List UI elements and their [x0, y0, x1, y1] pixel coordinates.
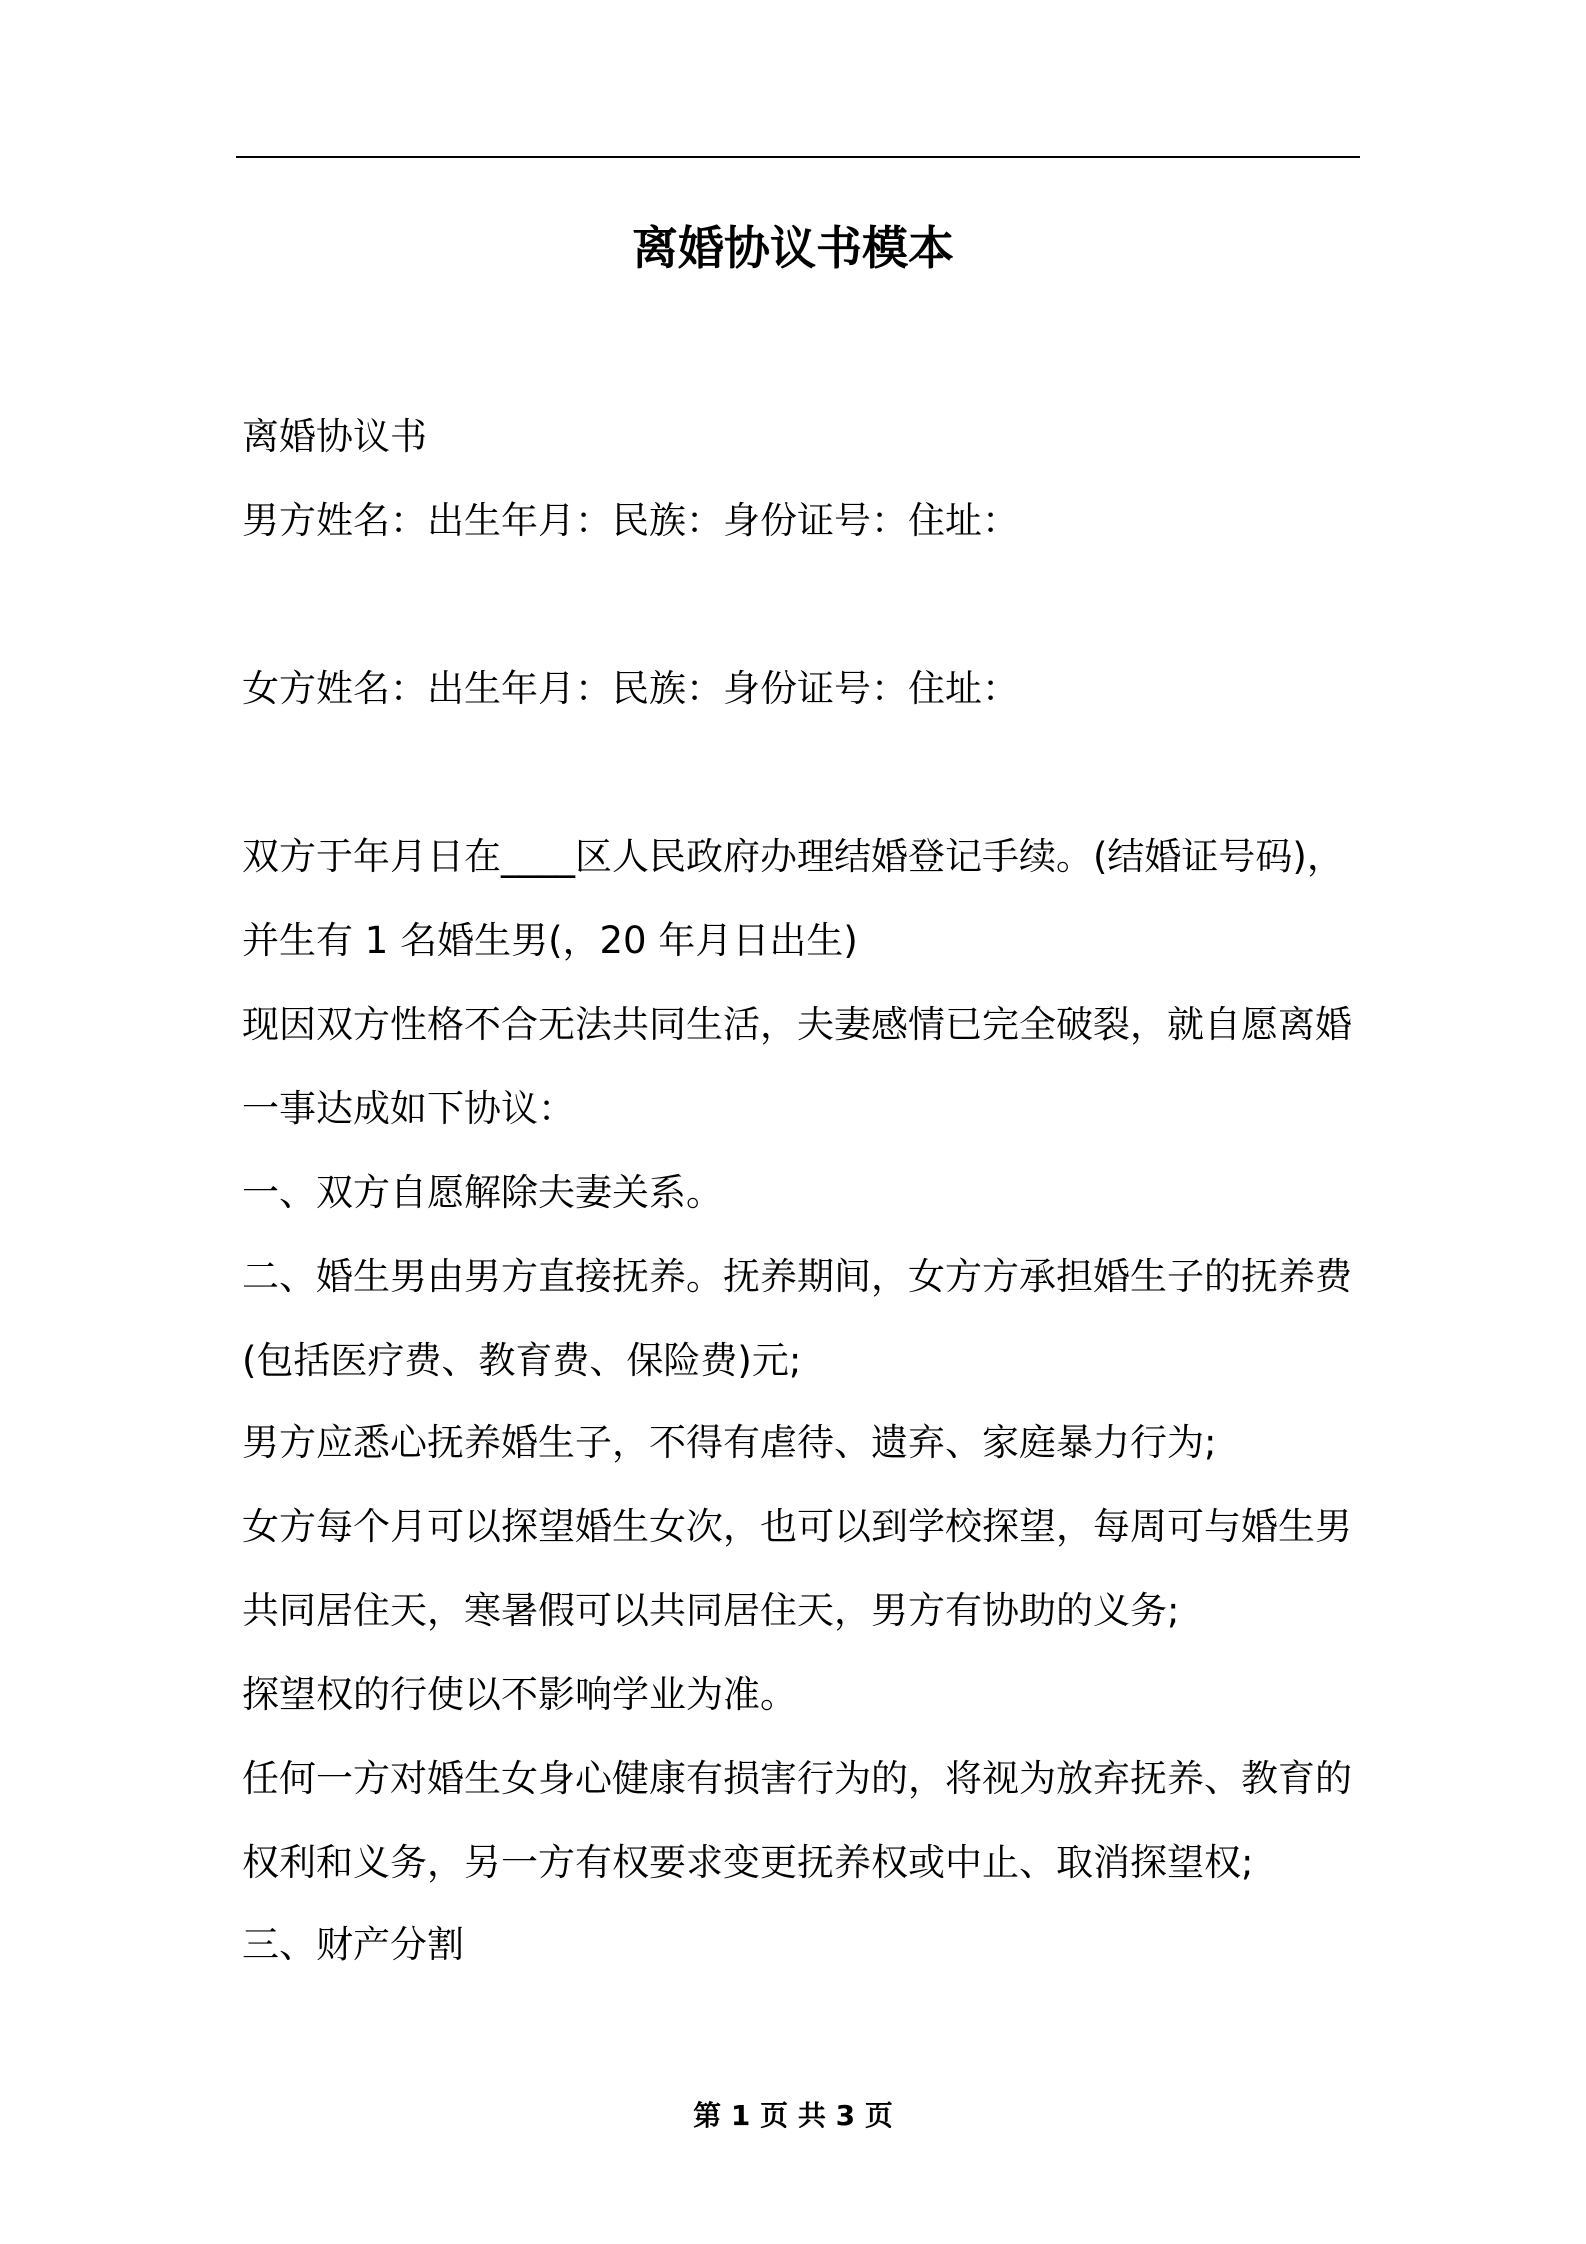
clause-2-line-1: 二、婚生男由男方直接抚养。抚养期间，女方方承担婚生子的抚养费 — [242, 1255, 1352, 1298]
clause-2-line-2: (包括医疗费、教育费、保险费)元; — [242, 1339, 802, 1382]
clause-3-heading: 三、财产分割 — [242, 1923, 464, 1966]
custody-change-line-1: 任何一方对婚生女身心健康有损害行为的，将视为放弃抚养、教育的 — [242, 1757, 1352, 1800]
clause-1: 一、双方自愿解除夫妻关系。 — [242, 1171, 723, 1214]
female-info-line: 女方姓名：出生年月：民族：身份证号：住址： — [242, 667, 1019, 710]
clause-2-line-3: 男方应悉心抚养婚生子，不得有虐待、遗弃、家庭暴力行为; — [242, 1421, 1217, 1464]
visitation-line-2: 共同居住天，寒暑假可以共同居住天，男方有协助的义务; — [242, 1589, 1180, 1632]
header-rule — [236, 156, 1360, 158]
visitation-line-1: 女方每个月可以探望婚生女次，也可以到学校探望，每周可与婚生男 — [242, 1505, 1352, 1548]
male-info-line: 男方姓名：出生年月：民族：身份证号：住址： — [242, 499, 1019, 542]
custody-change-line-2: 权利和义务，另一方有权要求变更抚养权或中止、取消探望权; — [242, 1841, 1254, 1884]
child-info-line: 并生有 1 名婚生男(，20 年月日出生) — [242, 919, 858, 962]
reason-line-1: 现因双方性格不合无法共同生活，夫妻感情已完全破裂，就自愿离婚 — [242, 1003, 1352, 1046]
visitation-line-3: 探望权的行使以不影响学业为准。 — [242, 1673, 797, 1716]
document-subtitle: 离婚协议书 — [242, 415, 427, 458]
document-title: 离婚协议书模本 — [632, 221, 954, 275]
marriage-registration-line: 双方于年月日在____区人民政府办理结婚登记手续。(结婚证号码)， — [242, 835, 1344, 878]
reason-line-2: 一事达成如下协议： — [242, 1087, 575, 1130]
page-indicator: 第 1 页 共 3 页 — [693, 2099, 893, 2132]
